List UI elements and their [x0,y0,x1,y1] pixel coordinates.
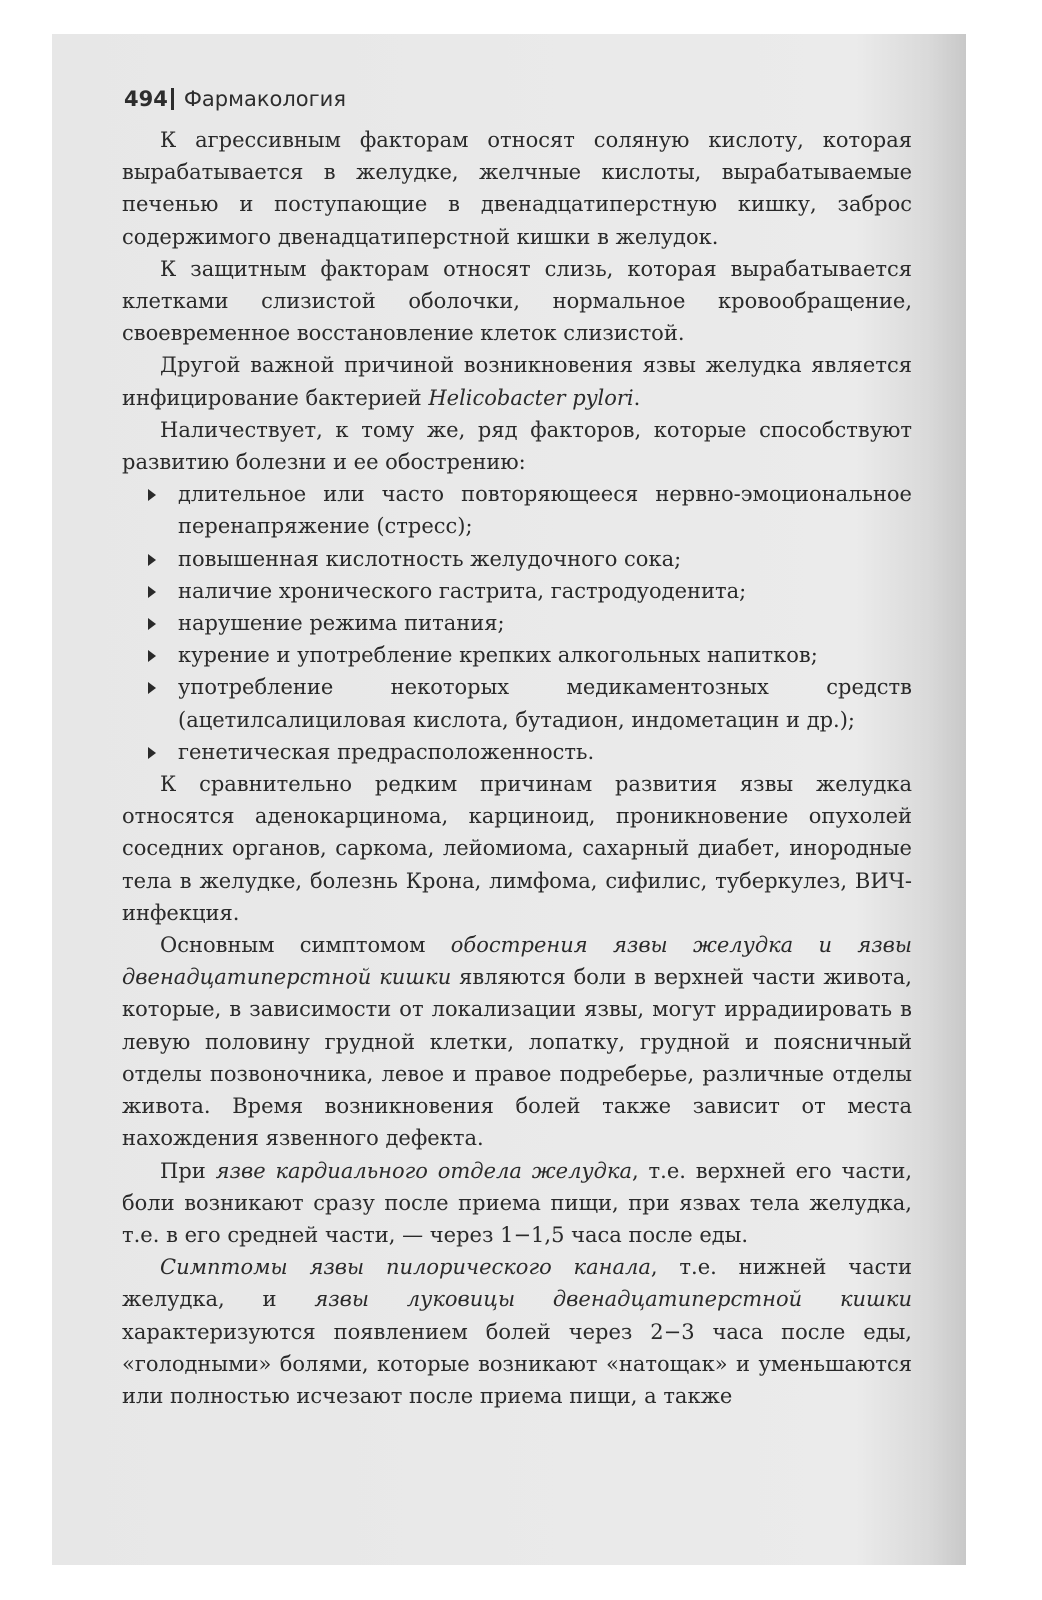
list-item [122,671,912,735]
list-item [122,736,912,768]
list-item [122,639,912,671]
text-run: Другой важной причиной возникновения язвы желудка является инфицирование бактерией [122,353,912,410]
paragraph-main-symptom [122,929,912,1154]
text-run: являются боли в верхней части живота, которые, в зависимости от локализации язвы, могут иррадиировать в левую половину грудной клетки, лопатку, грудной и поясничный отделы позвоночника, левое и правое подреберье, различные отделы живота. Время возникновения болей также зависит от места нахождения язвенного дефекта. [122,965,912,1151]
triangle-bullet-icon [148,650,156,662]
triangle-bullet-icon [148,554,156,566]
text-run: При [160,1158,216,1183]
section-title: Фармакология [183,87,346,111]
list-item-text: длительное или часто повторяющееся нервно-эмоциональное перенапряжение (стресс); [178,482,912,539]
list-item-text: повышенная кислотность желудочного сока; [178,546,682,571]
text-run: , т.е. нижней части желудка, и [122,1255,913,1312]
paragraph-cardiac-ulcer [122,1155,912,1252]
page-number: 494 [124,87,168,111]
list-item [122,607,912,639]
list-item [122,543,912,575]
triangle-bullet-icon [148,747,156,759]
text-run: . [633,385,641,410]
triangle-bullet-icon [148,618,156,630]
list-item [122,478,912,542]
paragraph-helicobacter [122,349,912,413]
italic-term: обострения язвы желудка и язвы двенадцатиперстной кишки [122,933,913,990]
text-run: , т.е. верхней его части, боли возникают сразу после приема пищи, при язвах тела желудка, т.е. в его средней части, — через 1−1,5 часа после еды. [122,1158,912,1247]
paragraph-aggressive-factors: К агрессивным факторам относят соляную кислоту, которая вырабатывается в желудке, желчные кислоты, вырабатываемые печенью и поступающие в двенадцатиперстную кишку, заброс содержимого двенадцатиперстной кишки в желудок. [122,128,912,249]
paragraph-rare-causes: К сравнительно редким причинам развития язвы желудка относятся аденокарцинома, карциноид, проникновение опухолей соседних органов, саркома, лейомиома, сахарный диабет, инородные тела в желудке, болезнь Крона, лимфома, сифилис, туберкулез, ВИЧ-инфекция. [122,772,912,925]
body-text [122,124,912,1412]
list-item-text: нарушение режима питания; [178,611,505,636]
list-item-text: наличие хронического гастрита, гастродуоденита; [178,578,747,603]
running-head [124,88,346,110]
paragraph-pyloric-ulcer [122,1251,912,1412]
italic-term: Симптомы язвы пилорического канала [160,1255,651,1280]
list-item-text: курение и употребление крепких алкогольных напитков; [178,643,818,668]
text-run: характеризуются появлением болей через 2−3 часа после еды, «голодными» болями, которые возникают «натощак» и уменьшаются или полностью исчезают после приема пищи, а также [122,1319,912,1408]
italic-term: язве кардиального отдела желудка [215,1158,633,1183]
factors-list [122,478,912,768]
paragraph-protective-factors: К защитным факторам относят слизь, которая вырабатывается клетками слизистой оболочки, нормальное кровообращение, своевременное восстановление клеток слизистой. [122,256,912,346]
paragraph-factors-intro: Наличествует, к тому же, ряд факторов, которые способствуют развитию болезни и ее обострению: [122,417,912,475]
triangle-bullet-icon [148,682,156,694]
triangle-bullet-icon [148,489,156,501]
italic-term: Helicobacter pylori [428,385,634,410]
header-divider [171,88,174,110]
list-item-text: генетическая предрасположенность. [178,739,595,764]
italic-term: язвы луковицы двенадцатиперстной кишки [314,1287,912,1312]
list-item-text: употребление некоторых медикаментозных средств (ацетилсалициловая кислота, бутадион, индометацин и др.); [178,675,912,732]
triangle-bullet-icon [148,586,156,598]
book-page [52,34,966,1565]
text-run: Основным симптомом [160,933,451,958]
list-item [122,575,912,607]
